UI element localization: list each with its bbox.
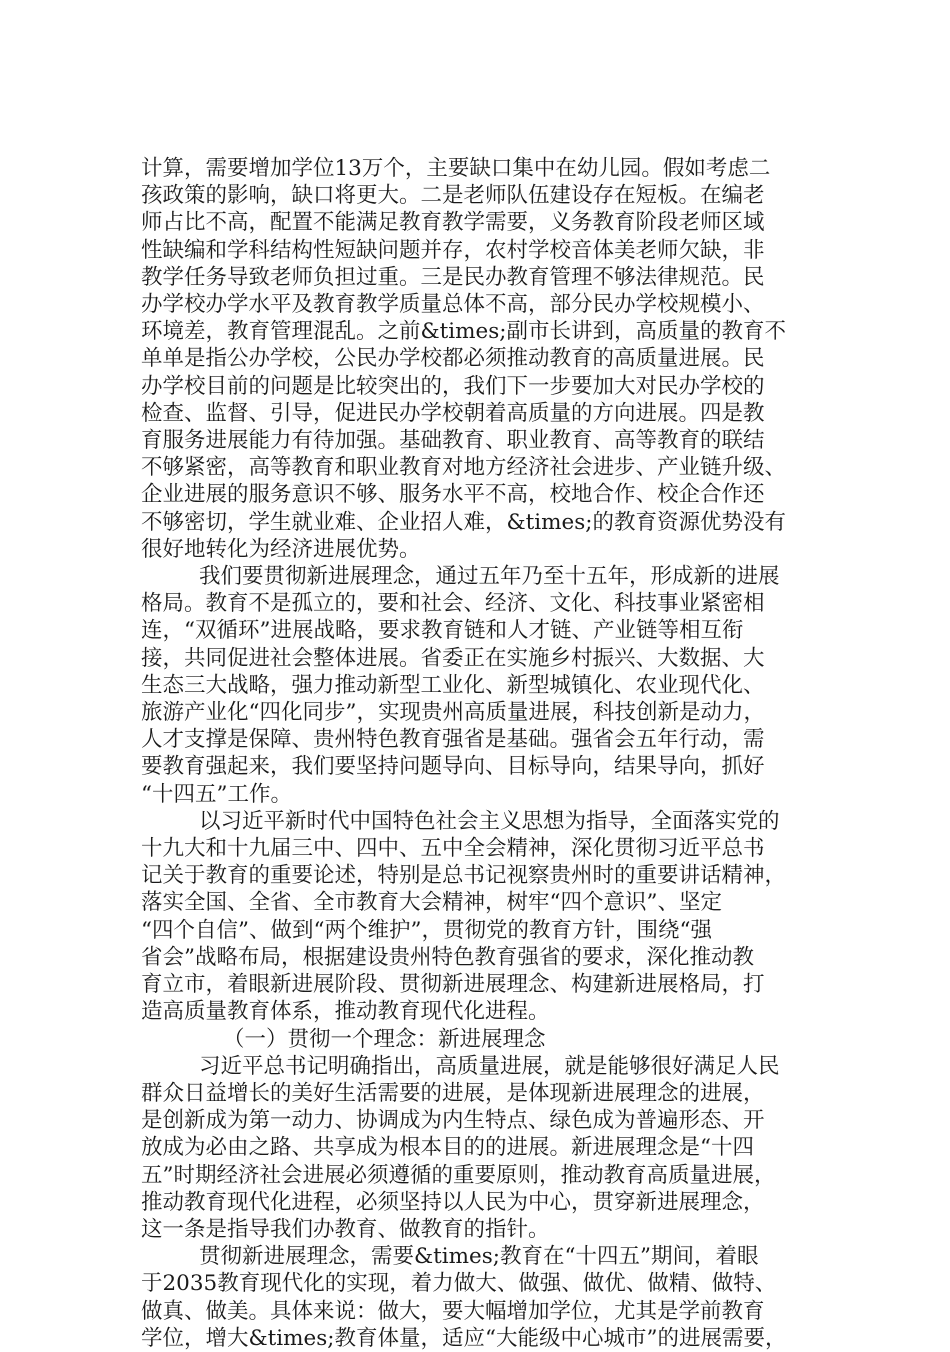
text-line: 十九大和十九届三中、四中、五中全会精神，深化贯彻习近平总书 — [141, 836, 765, 862]
text-line: 很好地转化为经济进展优势。 — [141, 536, 421, 562]
text-line: 办学校办学水平及教育教学质量总体不高，部分民办学校规模小、 — [141, 292, 765, 318]
text-line: 性缺编和学科结构性短缺问题并存，农村学校音体美老师欠缺，非 — [141, 237, 765, 263]
text-line: 做真、做美。具体来说：做大，要大幅增加学位，尤其是学前教育 — [141, 1298, 765, 1324]
text-line: 生态三大战略，强力推动新型工业化、新型城镇化、农业现代化、 — [141, 672, 765, 698]
text-line: 企业进展的服务意识不够、服务水平不高，校地合作、校企合作还 — [141, 482, 765, 508]
text-line: 育服务进展能力有待加强。基础教育、职业教育、高等教育的联结 — [141, 428, 765, 454]
text-line: 不够密切，学生就业难、企业招人难，&times;的教育资源优势没有 — [141, 509, 787, 535]
text-line: 落实全国、全省、全市教育大会精神，树牢“四个意识”、坚定 — [141, 890, 722, 916]
text-line: 这一条是指导我们办教育、做教育的指针。 — [141, 1216, 550, 1242]
text-line: 人才支撑是保障、贵州特色教育强省是基础。强省会五年行动，需 — [141, 727, 765, 753]
text-line: 育立市，着眼新进展阶段、贯彻新进展理念、构建新进展格局，打 — [141, 972, 765, 998]
text-line: 我们要贯彻新进展理念，通过五年乃至十五年，形成新的进展 — [199, 564, 780, 590]
text-line: 是创新成为第一动力、协调成为内生特点、绿色成为普遍形态、开 — [141, 1108, 765, 1134]
text-line: 教学任务导致老师负担过重。三是民办教育管理不够法律规范。民 — [141, 264, 765, 290]
text-line: 省会”战略布局，根据建设贵州特色教育强省的要求，深化推动教 — [141, 944, 754, 970]
text-line: 五”时期经济社会进展必须遵循的重要原则，推动教育高质量进展， — [141, 1162, 776, 1188]
section-heading: （一）贯彻一个理念：新进展理念 — [223, 1026, 546, 1052]
text-line: 单单是指公办学校，公民办学校都必须推动教育的高质量进展。民 — [141, 346, 765, 372]
text-line: 学位，增大&times;教育体量，适应“大能级中心城市”的进展需要， — [141, 1325, 787, 1351]
text-line: 不够紧密，高等教育和职业教育对地方经济社会进步、产业链升级、 — [141, 455, 787, 481]
text-line: 记关于教育的重要论述，特别是总书记视察贵州时的重要讲话精神， — [141, 863, 787, 889]
text-line: 环境差，教育管理混乱。之前&times;副市长讲到，高质量的教育不 — [141, 319, 787, 345]
document-body — [141, 155, 831, 1352]
text-line: “四个自信”、做到“两个维护”，贯彻党的教育方针，围绕“强 — [141, 917, 712, 943]
text-line: 检查、监督、引导，促进民办学校朝着高质量的方向进展。四是教 — [141, 400, 765, 426]
text-line: 推动教育现代化进程，必须坚持以人民为中心，贯穿新进展理念， — [141, 1189, 765, 1215]
text-line: 师占比不高，配置不能满足教育教学需要，义务教育阶段老师区域 — [141, 210, 765, 236]
text-line: 格局。教育不是孤立的，要和社会、经济、文化、科技事业紧密相 — [141, 591, 765, 617]
text-line: 计算，需要增加学位13万个，主要缺口集中在幼儿园。假如考虑二 — [141, 156, 771, 181]
text-line: 于2035教育现代化的实现，着力做大、做强、做优、做精、做特、 — [141, 1271, 777, 1297]
text-line: 造高质量教育体系，推动教育现代化进程。 — [141, 999, 550, 1025]
text-line: 贯彻新进展理念，需要&times;教育在“十四五”期间，着眼 — [199, 1244, 759, 1270]
text-line: 以习近平新时代中国特色社会主义思想为指导，全面落实党的 — [199, 808, 780, 834]
text-line: 旅游产业化“四化同步”，实现贵州高质量进展，科技创新是动力， — [141, 700, 765, 726]
text-line: “十四五”工作。 — [141, 781, 292, 807]
text-line: 连，“双循环”进展战略，要求教育链和人才链、产业链等相互衔 — [141, 618, 744, 644]
text-line: 孩政策的影响，缺口将更大。二是老师队伍建设存在短板。在编老 — [141, 183, 765, 209]
text-line: 要教育强起来，我们要坚持问题导向、目标导向，结果导向，抓好 — [141, 754, 765, 780]
text-line: 接，共同促进社会整体进展。省委正在实施乡村振兴、大数据、大 — [141, 645, 765, 671]
text-line: 群众日益增长的美好生活需要的进展，是体现新进展理念的进展， — [141, 1080, 765, 1106]
text-line: 放成为必由之路、共享成为根本目的的进展。新进展理念是“十四 — [141, 1135, 754, 1161]
text-line: 习近平总书记明确指出，高质量进展，就是能够很好满足人民 — [199, 1053, 780, 1079]
text-line: 办学校目前的问题是比较突出的，我们下一步要加大对民办学校的 — [141, 373, 765, 399]
